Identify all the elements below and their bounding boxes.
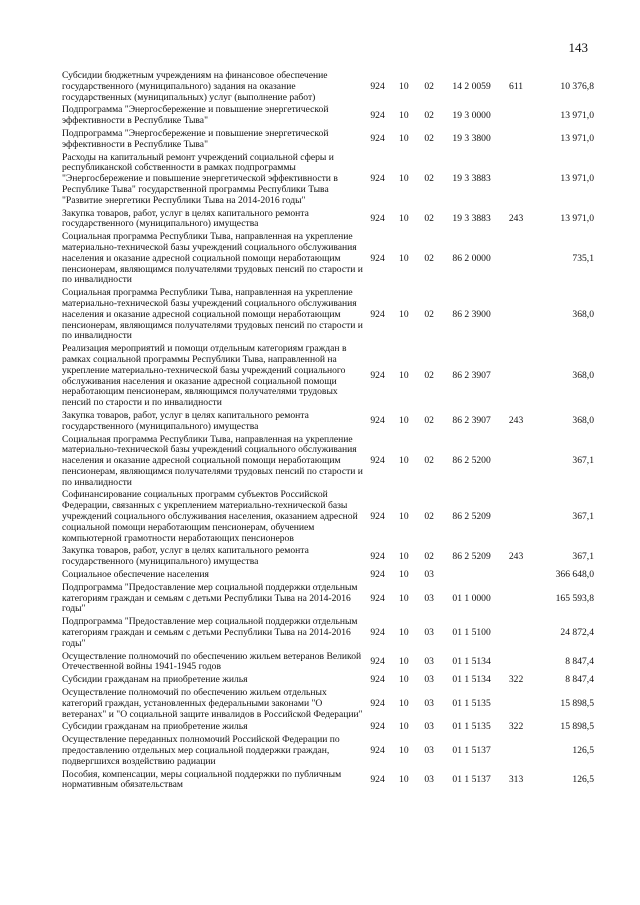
- row-target-code: 86 2 0000: [452, 252, 491, 264]
- row-sum: 13 971,0: [560, 173, 594, 185]
- row-ministry-code: 924: [370, 627, 385, 639]
- row-subsection-code: 02: [424, 370, 434, 382]
- table-row: [62, 582, 594, 616]
- row-section-code: 10: [399, 212, 409, 224]
- row-expense-type-code: [501, 128, 531, 152]
- row-ministry-code: 924: [370, 370, 385, 382]
- row-name: Субсидии бюджетным учреждениям на финансовое обеспечение государственного (муниципального) задания на оказание государственных (муниципальных) услуг (выполнение работ): [62, 70, 328, 103]
- row-sum: 735,1: [572, 252, 594, 264]
- row-subsection-code: 03: [424, 656, 434, 668]
- row-ministry-code: 924: [370, 674, 385, 686]
- table-row: [62, 545, 594, 569]
- row-target-code: 01 1 5135: [452, 697, 491, 709]
- table-row: [62, 208, 594, 232]
- row-target-code: 19 3 3883: [452, 212, 491, 224]
- row-section-code: 10: [399, 415, 409, 427]
- row-name: Подпрограмма "Энергосбережение и повышение энергетической эффективности в Республике Тыва": [62, 104, 329, 127]
- row-sum: 367,1: [572, 550, 594, 562]
- row-section-code: 10: [399, 370, 409, 382]
- row-target-code: 86 2 5200: [452, 455, 491, 467]
- table-row: [62, 616, 594, 650]
- row-ministry-code: 924: [370, 774, 385, 785]
- row-section-code: 10: [399, 550, 409, 562]
- table-row: [62, 721, 594, 734]
- row-expense-type-code: [501, 734, 531, 768]
- table-row: [62, 128, 594, 152]
- row-section-code: 10: [399, 627, 409, 639]
- row-subsection-code: 03: [424, 774, 434, 785]
- row-target-code: 86 2 3900: [452, 308, 491, 320]
- row-section-code: 10: [399, 80, 409, 92]
- table-row: [62, 651, 594, 675]
- row-name: Расходы на капитальный ремонт учреждений социальной сферы и республиканской собственности в рамках подпрограммы "Энергосбережение и повышение энергетической эффективности в Республике Тыва" государственной программы Республики Тыва "Развитие энергетики Республики Тыва на 2014-2016 годы": [62, 151, 338, 206]
- row-ministry-code: 924: [370, 745, 385, 757]
- row-target-code: 19 3 0000: [452, 109, 491, 121]
- row-expense-type-code: 611: [509, 80, 524, 92]
- row-target-code: 01 1 5135: [452, 721, 491, 733]
- table-row: [62, 410, 594, 434]
- row-sum: 13 971,0: [560, 212, 594, 224]
- row-name: Осуществление полномочий по обеспечению жильем отдельных категорий граждан, установленных федеральными законами "О ветеранах" и "О социальной защите инвалидов в Российской Федерации": [62, 687, 363, 720]
- row-name: Осуществление полномочий по обеспечению жильем ветеранов Великой Отечественной войны 1941-1945 годов: [62, 650, 362, 673]
- row-expense-type-code: 243: [508, 212, 524, 224]
- row-name: Субсидии гражданам на приобретение жилья: [62, 674, 248, 686]
- row-sum: 8 847,4: [565, 674, 594, 686]
- row-name: Закупка товаров, работ, услуг в целях капитального ремонта государственного (муниципального) имущества: [62, 207, 309, 230]
- row-ministry-code: 924: [370, 80, 385, 92]
- row-sum: 366 648,0: [555, 569, 594, 581]
- budget-table-body: [62, 70, 594, 792]
- row-expense-type-code: 322: [508, 721, 524, 733]
- row-subsection-code: 02: [424, 308, 434, 320]
- row-target-code: 86 2 5209: [452, 511, 491, 523]
- row-section-code: 10: [399, 109, 409, 121]
- row-target-code: 86 2 3907: [452, 370, 491, 382]
- row-target-code: [442, 569, 501, 582]
- row-subsection-code: 02: [424, 133, 434, 145]
- row-expense-type-code: [501, 434, 531, 490]
- row-name: Социальная программа Республики Тыва, направленная на укрепление материально-технической базы учреждений социального обслуживания населения и оказание адресной социальной помощи неработающим пенсионерам, являющимся получателями трудовых пенсий по старости и по инвалидности: [62, 231, 363, 286]
- row-section-code: 10: [399, 674, 409, 686]
- row-expense-type-code: [501, 582, 531, 616]
- row-sum: 368,0: [572, 308, 594, 320]
- row-target-code: 14 2 0059: [452, 80, 491, 92]
- row-sum: 126,5: [572, 745, 594, 757]
- table-row: [62, 152, 594, 208]
- row-expense-type-code: [501, 489, 531, 545]
- row-expense-type-code: [501, 287, 531, 343]
- budget-table: [62, 70, 594, 792]
- row-ministry-code: 924: [370, 212, 385, 224]
- row-target-code: 01 1 5134: [452, 674, 491, 686]
- row-section-code: 10: [399, 455, 409, 467]
- row-name: Социальная программа Республики Тыва, направленная на укрепление материально-технической базы учреждений социального обслуживания населения и оказание адресной социальной помощи неработающим пенсионерам, являющимся получателями трудовых пенсий по старости и по инвалидности: [62, 287, 363, 342]
- row-sum: 165 593,8: [555, 592, 594, 604]
- row-ministry-code: 924: [370, 721, 385, 733]
- row-sum: 10 376,8: [560, 80, 594, 92]
- row-name: Подпрограмма "Энергосбережение и повышение энергетической эффективности в Республике Тыва": [62, 127, 329, 150]
- row-ministry-code: 924: [370, 511, 385, 523]
- row-subsection-code: 03: [424, 674, 434, 686]
- row-name: Реализация мероприятий и помощи отдельным категориям граждан в рамках социальной программы Республики Тыва, направленной на укрепление материально-технической базы учреждений социального обслуживания населения и оказание адресной социальной помощи неработающим пенсионерам, являющимся получателями трудовых пенсий по старости и по инвалидности: [62, 343, 347, 409]
- row-target-code: 19 3 3800: [452, 133, 491, 145]
- row-sum: 367,1: [572, 511, 594, 523]
- table-row: [62, 569, 594, 582]
- row-expense-type-code: [501, 687, 531, 721]
- row-ministry-code: 924: [370, 592, 385, 604]
- row-ministry-code: 924: [370, 252, 385, 264]
- row-section-code: 10: [399, 721, 409, 733]
- row-sum: 368,0: [572, 370, 594, 382]
- row-ministry-code: 924: [370, 656, 385, 668]
- table-row: [62, 687, 594, 721]
- row-expense-type-code: 322: [508, 674, 524, 686]
- row-ministry-code: 924: [370, 308, 385, 320]
- row-expense-type-code: [501, 152, 531, 208]
- row-target-code: 19 3 3883: [452, 173, 491, 185]
- row-section-code: 10: [399, 592, 409, 604]
- page-number: 143: [568, 40, 588, 55]
- row-name: Осуществление переданных полномочий Российской Федерации по предоставлению отдельных мер социальной поддержки граждан, подвергшихся воздействию радиации: [62, 734, 340, 767]
- table-row: [62, 674, 594, 687]
- row-target-code: 01 1 5134: [452, 656, 491, 668]
- row-subsection-code: 03: [424, 627, 434, 639]
- table-row: [62, 769, 594, 793]
- row-name: Субсидии гражданам на приобретение жилья: [62, 721, 248, 733]
- row-expense-type-code: 243: [508, 550, 524, 562]
- row-section-code: 10: [399, 252, 409, 264]
- row-section-code: 10: [399, 774, 409, 785]
- row-name: Подпрограмма "Предоставление мер социальной поддержки отдельным категориям граждан и семьям с детьми Республики Тыва на 2014-2016 годы": [62, 581, 358, 615]
- row-sum: 8 847,4: [565, 656, 594, 668]
- table-row: [62, 734, 594, 768]
- row-target-code: 86 2 3907: [452, 415, 491, 427]
- row-subsection-code: 03: [424, 721, 434, 733]
- row-ministry-code: 924: [370, 109, 385, 121]
- row-expense-type-code: [501, 343, 531, 410]
- row-subsection-code: 02: [424, 80, 434, 92]
- row-ministry-code: 924: [370, 455, 385, 467]
- row-sum: 367,1: [572, 455, 594, 467]
- row-subsection-code: 03: [424, 697, 434, 709]
- row-target-code: 01 1 5137: [452, 774, 491, 785]
- row-ministry-code: 924: [370, 133, 385, 145]
- row-expense-type-code: [501, 104, 531, 128]
- row-subsection-code: 03: [424, 745, 434, 757]
- row-section-code: 10: [399, 697, 409, 709]
- row-ministry-code: 924: [370, 697, 385, 709]
- row-name: Закупка товаров, работ, услуг в целях капитального ремонта государственного (муниципального) имущества: [62, 409, 309, 432]
- row-section-code: 10: [399, 656, 409, 668]
- table-row: [62, 231, 594, 287]
- table-row: [62, 434, 594, 490]
- table-row: [62, 287, 594, 343]
- row-section-code: 10: [399, 745, 409, 757]
- row-ministry-code: 924: [370, 415, 385, 427]
- row-expense-type-code: 243: [508, 415, 524, 427]
- row-name: Пособия, компенсации, меры социальной поддержки по публичным нормативным обязательствам: [62, 768, 342, 791]
- row-section-code: 10: [399, 511, 409, 523]
- row-ministry-code: 924: [370, 569, 385, 581]
- row-target-code: 01 1 5100: [452, 627, 491, 639]
- row-sum: 126,5: [572, 774, 594, 785]
- row-name: Социальное обеспечение населения: [62, 569, 209, 581]
- row-name: Софинансирование социальных программ субъектов Российской Федерации, связанных с укреплением материально-технической базы учреждений социального обслуживания населения, оказанием адресной социальной помощи неработающим пенсионерам, обучением компьютерной грамотности неработающих пенсионеров: [62, 489, 358, 544]
- table-row: [62, 104, 594, 128]
- row-sum: 15 898,5: [560, 697, 594, 709]
- row-name: Социальная программа Республики Тыва, направленная на укрепление материально-технической базы учреждений социального обслуживания населения и оказание адресной социальной помощи неработающим пенсионерам, являющимся получателями трудовых пенсий по старости и по инвалидности: [62, 433, 363, 488]
- row-subsection-code: 03: [424, 569, 434, 581]
- table-row: [62, 70, 594, 104]
- table-row: [62, 489, 594, 545]
- row-sum: 24 872,4: [560, 627, 594, 639]
- row-ministry-code: 924: [370, 550, 385, 562]
- row-ministry-code: 924: [370, 173, 385, 185]
- row-subsection-code: 02: [424, 455, 434, 467]
- row-subsection-code: 02: [424, 511, 434, 523]
- row-expense-type-code: [501, 616, 531, 650]
- row-expense-type-code: [501, 569, 531, 582]
- row-sum: 13 971,0: [560, 133, 594, 145]
- row-target-code: 01 1 0000: [452, 592, 491, 604]
- row-section-code: 10: [399, 308, 409, 320]
- row-expense-type-code: 313: [508, 774, 524, 785]
- row-subsection-code: 02: [424, 212, 434, 224]
- row-sum: 368,0: [572, 415, 594, 427]
- row-sum: 13 971,0: [560, 109, 594, 121]
- row-section-code: 10: [399, 133, 409, 145]
- row-subsection-code: 02: [424, 173, 434, 185]
- row-expense-type-code: [501, 231, 531, 287]
- row-section-code: 10: [399, 569, 409, 581]
- row-subsection-code: 02: [424, 109, 434, 121]
- row-sum: 15 898,5: [560, 721, 594, 733]
- row-subsection-code: 03: [424, 592, 434, 604]
- row-subsection-code: 02: [424, 252, 434, 264]
- row-section-code: 10: [399, 173, 409, 185]
- row-subsection-code: 02: [424, 550, 434, 562]
- row-name: Закупка товаров, работ, услуг в целях капитального ремонта государственного (муниципального) имущества: [62, 545, 309, 568]
- row-expense-type-code: [501, 651, 531, 675]
- table-row: [62, 343, 594, 410]
- row-target-code: 86 2 5209: [452, 550, 491, 562]
- row-target-code: 01 1 5137: [452, 745, 491, 757]
- row-name: Подпрограмма "Предоставление мер социальной поддержки отдельным категориям граждан и семьям с детьми Республики Тыва на 2014-2016 годы": [62, 616, 358, 649]
- row-subsection-code: 02: [424, 415, 434, 427]
